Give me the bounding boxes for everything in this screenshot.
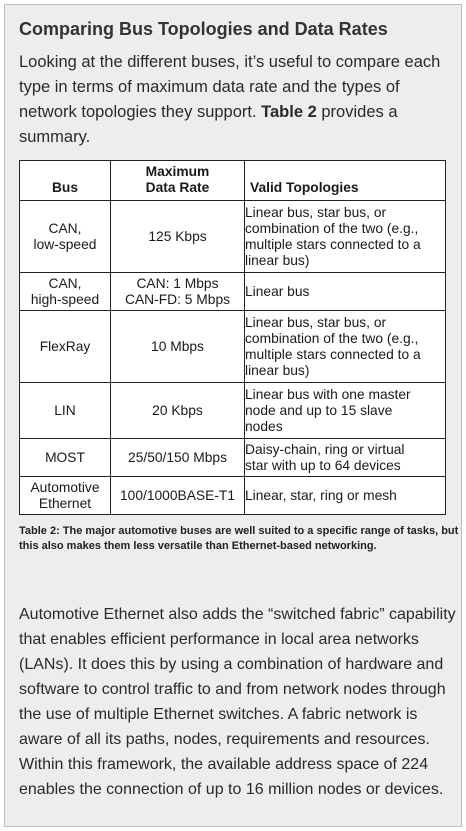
cell-data-rate [111, 477, 245, 515]
cell-line: CAN-FD: 5 Mbps [124, 291, 231, 307]
section-title: Comparing Bus Topologies and Data Rates [19, 19, 388, 39]
cell-line: multiple stars connected to a [245, 346, 421, 362]
cell-line: nodes [245, 418, 283, 434]
cell-line: CAN, [48, 275, 82, 291]
cell-line: 100/1000BASE-T1 [119, 487, 236, 503]
cell-topologies [245, 201, 446, 273]
cell-line: MOST [45, 449, 85, 465]
cell-line: Linear bus, star bus, or [245, 204, 387, 220]
cell-line: 10 Mbps [151, 338, 204, 354]
cell-line: combination of the two (e.g., [245, 220, 419, 236]
cell-line: Ethernet [38, 495, 92, 511]
cell-topologies [245, 383, 446, 439]
bus-comparison-table [19, 160, 446, 515]
cell-data-rate [111, 311, 245, 383]
cell-line: CAN, [48, 220, 82, 236]
header-rate-line: Maximum [145, 164, 210, 179]
cell-line: 25/50/150 Mbps [128, 449, 227, 465]
cell-data-rate [111, 273, 245, 311]
header-rate-line: Data Rate [145, 180, 210, 195]
header-bus: Bus [20, 161, 111, 201]
cell-line: Linear, star, ring or mesh [245, 487, 397, 503]
table-row [20, 201, 446, 273]
cell-topologies [245, 273, 446, 311]
cell-data-rate [111, 383, 245, 439]
cell-line: linear bus) [245, 362, 310, 378]
cell-line: combination of the two (e.g., [245, 330, 419, 346]
cell-line: Daisy-chain, ring or virtual [245, 441, 405, 457]
table-row [20, 383, 446, 439]
cell-line: Linear bus, star bus, or [245, 314, 387, 330]
cell-line: low-speed [33, 236, 97, 252]
table-row [20, 273, 446, 311]
cell-bus [20, 201, 111, 273]
cell-line: LIN [54, 402, 76, 418]
cell-line: node and up to 15 slave [245, 402, 393, 418]
cell-bus [20, 477, 111, 515]
cell-line: Linear bus [245, 283, 310, 299]
cell-line: CAN: 1 Mbps [136, 275, 219, 291]
cell-line: FlexRay [39, 338, 91, 354]
cell-bus [20, 311, 111, 383]
cell-topologies [245, 477, 446, 515]
cell-line: star with up to 64 devices [245, 457, 401, 473]
header-valid-topologies: Valid Topologies [245, 161, 446, 201]
table-header-row [20, 161, 446, 201]
cell-data-rate [111, 439, 245, 477]
table-row [20, 311, 446, 383]
intro-paragraph [19, 50, 459, 150]
cell-line: Linear bus with one master [245, 386, 411, 402]
cell-bus [20, 273, 111, 311]
cell-bus [20, 439, 111, 477]
cell-line: 20 Kbps [152, 402, 203, 418]
table-reference: Table 2 [261, 103, 317, 121]
sidebar-panel [4, 4, 462, 827]
intro-text: Looking at the different buses, it’s useful to compare each type in terms of maximum data rate and the types of network topologies they support. [19, 53, 441, 121]
cell-topologies [245, 439, 446, 477]
cell-line: linear bus) [245, 252, 310, 268]
table-row [20, 477, 446, 515]
cell-line: multiple stars connected to a [245, 236, 421, 252]
cell-line: high-speed [30, 291, 100, 307]
table-caption: Table 2: The major automotive buses are well suited to a specific range of tasks, but this also makes them less versatile than Ethernet-based networking. [19, 525, 459, 552]
cell-bus [20, 383, 111, 439]
body-paragraph: Automotive Ethernet also adds the “switched fabric” capability that enables efficient performance in local area networks (LANs). It does this by using a combination of hardware and software to control traffic to and from network nodes through the use of multiple Ethernet switches. A fabric network is aware of all its paths, nodes, requirements and resources. Within this framework, the available address space of 224 enables the connection of up to 16 million nodes or devices. [19, 606, 456, 798]
cell-line: Automotive [30, 479, 100, 495]
table-row [20, 439, 446, 477]
cell-line: 125 Kbps [148, 228, 207, 244]
cell-data-rate [111, 201, 245, 273]
cell-topologies [245, 311, 446, 383]
header-max-data-rate [111, 161, 245, 201]
intro-end: provides a summary. [19, 103, 398, 146]
